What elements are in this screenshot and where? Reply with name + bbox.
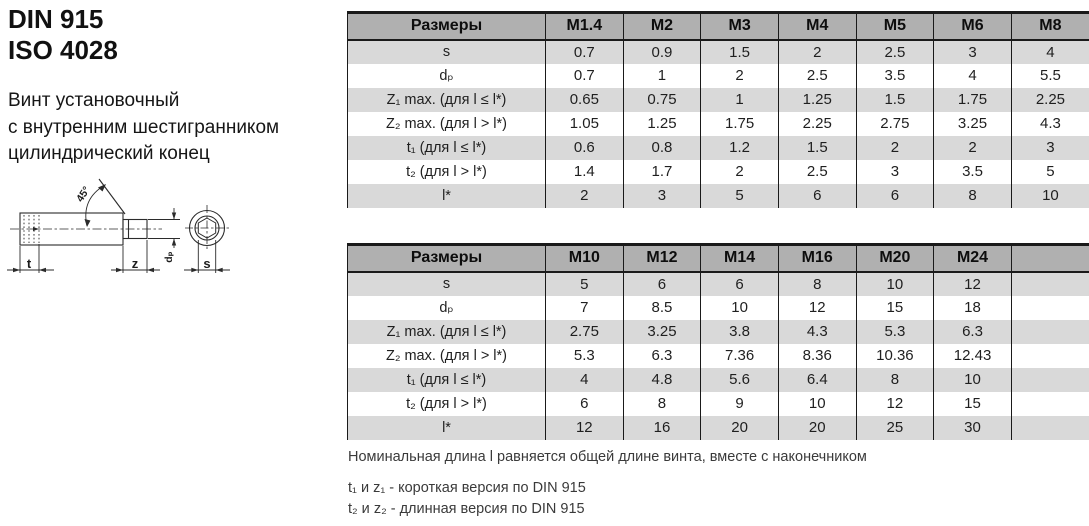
dimension-t-label: t — [26, 256, 32, 271]
row-label: l* — [348, 416, 546, 440]
row-label: Z₁ max. (для l ≤ l*) — [348, 88, 546, 112]
description-line-3: цилиндрический конец — [8, 143, 210, 164]
size-column-header: M16 — [778, 245, 856, 272]
value-cell: 2 — [701, 160, 779, 184]
value-cell: 1.25 — [778, 88, 856, 112]
value-cell: 4.3 — [1011, 112, 1089, 136]
table-row — [348, 368, 1089, 392]
dimension-dp — [148, 208, 180, 248]
value-cell: 3 — [1011, 136, 1089, 160]
value-cell: 1.75 — [934, 88, 1012, 112]
value-cell: 0.65 — [546, 88, 624, 112]
value-cell: 0.7 — [546, 40, 624, 64]
size-column-header: M6 — [934, 13, 1012, 40]
value-cell: 2.25 — [1011, 88, 1089, 112]
size-column-header: M8 — [1011, 13, 1089, 40]
row-label: s — [348, 40, 546, 64]
row-label: t₂ (для l > l*) — [348, 392, 546, 416]
value-cell: 1.4 — [546, 160, 624, 184]
value-cell — [1011, 344, 1089, 368]
row-label-column-header: Размеры — [348, 13, 546, 40]
footnote-nominal-length: Номинальная длина l равняется общей длине винта, вместе с наконечником — [348, 449, 867, 465]
value-cell: 1.5 — [856, 88, 934, 112]
table-row — [348, 392, 1089, 416]
table-row — [348, 416, 1089, 440]
value-cell: 0.8 — [623, 136, 701, 160]
value-cell: 0.7 — [546, 64, 624, 88]
size-column-header: M14 — [701, 245, 779, 272]
description-line-1: Винт установочный — [8, 90, 180, 111]
table-row — [348, 88, 1089, 112]
value-cell: 1.2 — [701, 136, 779, 160]
value-cell: 6.3 — [623, 344, 701, 368]
value-cell: 30 — [934, 416, 1012, 440]
header-row — [348, 245, 1089, 272]
value-cell: 1 — [701, 88, 779, 112]
value-cell: 2 — [701, 64, 779, 88]
value-cell: 10 — [701, 296, 779, 320]
technical-drawing — [2, 178, 254, 298]
value-cell — [1011, 368, 1089, 392]
value-cell: 7 — [546, 296, 624, 320]
angle-arc-arrow-top-icon — [98, 184, 106, 192]
value-cell: 12.43 — [934, 344, 1012, 368]
value-cell: 1.5 — [701, 40, 779, 64]
table-row — [348, 320, 1089, 344]
value-cell: 3 — [856, 160, 934, 184]
size-column-header: M10 — [546, 245, 624, 272]
row-label: Z₂ max. (для l > l*) — [348, 112, 546, 136]
dimension-s-label: s — [203, 256, 211, 271]
value-cell: 3.25 — [934, 112, 1012, 136]
value-cell: 2.5 — [778, 64, 856, 88]
value-cell — [1011, 320, 1089, 344]
value-cell: 2 — [856, 136, 934, 160]
row-label: dₚ — [348, 296, 546, 320]
table-row — [348, 184, 1089, 208]
value-cell: 1 — [623, 64, 701, 88]
table-row — [348, 136, 1089, 160]
description-line-2: с внутренним шестигранником — [8, 116, 280, 138]
size-column-header: M4 — [778, 13, 856, 40]
value-cell: 8.5 — [623, 296, 701, 320]
size-column-header: M20 — [856, 245, 934, 272]
value-cell: 3 — [934, 40, 1012, 64]
value-cell: 3.8 — [701, 320, 779, 344]
value-cell: 6 — [778, 184, 856, 208]
value-cell: 12 — [934, 272, 1012, 296]
table-row — [348, 64, 1089, 88]
row-label: t₂ (для l > l*) — [348, 160, 546, 184]
value-cell — [1011, 392, 1089, 416]
value-cell: 2.5 — [778, 160, 856, 184]
value-cell: 2.75 — [546, 320, 624, 344]
value-cell: 0.9 — [623, 40, 701, 64]
value-cell: 8 — [623, 392, 701, 416]
value-cell: 5 — [701, 184, 779, 208]
value-cell: 5.5 — [1011, 64, 1089, 88]
value-cell: 16 — [623, 416, 701, 440]
value-cell: 5.6 — [701, 368, 779, 392]
value-cell: 4 — [1011, 40, 1089, 64]
size-column-header: M1.4 — [546, 13, 624, 40]
row-label: t₁ (для l ≤ l*) — [348, 136, 546, 160]
value-cell: 2.75 — [856, 112, 934, 136]
table-row — [348, 344, 1089, 368]
value-cell: 6.3 — [934, 320, 1012, 344]
value-cell: 5 — [546, 272, 624, 296]
row-label: s — [348, 272, 546, 296]
value-cell: 8 — [856, 368, 934, 392]
row-label: t₁ (для l ≤ l*) — [348, 368, 546, 392]
value-cell — [1011, 296, 1089, 320]
value-cell — [1011, 272, 1089, 296]
value-cell: 8.36 — [778, 344, 856, 368]
size-column-header: M5 — [856, 13, 934, 40]
dimension-z-label: z — [131, 256, 139, 271]
dimension-dp-label: dₚ — [163, 251, 175, 263]
value-cell: 6 — [701, 272, 779, 296]
product-description — [8, 88, 348, 168]
dimensions-table-m10-m24 — [347, 243, 1089, 440]
value-cell: 2.25 — [778, 112, 856, 136]
value-cell: 1.7 — [623, 160, 701, 184]
value-cell: 5.3 — [546, 344, 624, 368]
value-cell: 6 — [623, 272, 701, 296]
size-column-header: M24 — [934, 245, 1012, 272]
value-cell: 18 — [934, 296, 1012, 320]
row-label: l* — [348, 184, 546, 208]
value-cell: 2.5 — [856, 40, 934, 64]
value-cell: 4.8 — [623, 368, 701, 392]
value-cell: 10 — [856, 272, 934, 296]
value-cell: 1.05 — [546, 112, 624, 136]
table-row — [348, 272, 1089, 296]
row-label-column-header: Размеры — [348, 245, 546, 272]
value-cell: 15 — [934, 392, 1012, 416]
size-column-header — [1011, 245, 1089, 272]
value-cell: 6.4 — [778, 368, 856, 392]
value-cell: 12 — [778, 296, 856, 320]
row-label: Z₁ max. (для l ≤ l*) — [348, 320, 546, 344]
value-cell: 12 — [856, 392, 934, 416]
value-cell: 10 — [934, 368, 1012, 392]
value-cell: 1.25 — [623, 112, 701, 136]
value-cell: 2 — [546, 184, 624, 208]
value-cell: 1.5 — [778, 136, 856, 160]
value-cell: 8 — [934, 184, 1012, 208]
value-cell: 4 — [546, 368, 624, 392]
standard-din-title: DIN 915 — [8, 4, 104, 34]
value-cell: 25 — [856, 416, 934, 440]
value-cell: 3.5 — [856, 64, 934, 88]
value-cell: 0.6 — [546, 136, 624, 160]
value-cell: 10 — [1011, 184, 1089, 208]
screw-end-view — [185, 205, 229, 251]
value-cell: 15 — [856, 296, 934, 320]
value-cell: 5.3 — [856, 320, 934, 344]
value-cell — [1011, 416, 1089, 440]
value-cell: 4 — [934, 64, 1012, 88]
value-cell: 6 — [546, 392, 624, 416]
value-cell: 2 — [778, 40, 856, 64]
value-cell: 4.3 — [778, 320, 856, 344]
size-column-header: M2 — [623, 13, 701, 40]
value-cell: 5 — [1011, 160, 1089, 184]
size-column-header: M12 — [623, 245, 701, 272]
value-cell: 20 — [701, 416, 779, 440]
table-row — [348, 112, 1089, 136]
angle-arc-arrow-bottom-icon — [85, 219, 91, 227]
value-cell: 2 — [934, 136, 1012, 160]
row-label: dₚ — [348, 64, 546, 88]
value-cell: 10 — [778, 392, 856, 416]
value-cell: 20 — [778, 416, 856, 440]
table-row — [348, 40, 1089, 64]
value-cell: 3.5 — [934, 160, 1012, 184]
value-cell: 10.36 — [856, 344, 934, 368]
value-cell: 3.25 — [623, 320, 701, 344]
row-label: Z₂ max. (для l > l*) — [348, 344, 546, 368]
value-cell: 7.36 — [701, 344, 779, 368]
value-cell: 0.75 — [623, 88, 701, 112]
value-cell: 12 — [546, 416, 624, 440]
value-cell: 8 — [778, 272, 856, 296]
title-block — [8, 4, 343, 66]
value-cell: 1.75 — [701, 112, 779, 136]
value-cell: 6 — [856, 184, 934, 208]
table-row — [348, 160, 1089, 184]
dimensions-table-m1_4-m8 — [347, 11, 1089, 208]
header-row — [348, 13, 1089, 40]
footnote-long-version: t₂ и z₂ - длинная версия по DIN 915 — [348, 501, 585, 517]
table-row — [348, 296, 1089, 320]
socket-depth-arrow-icon — [33, 227, 39, 231]
value-cell: 3 — [623, 184, 701, 208]
footnote-short-version: t₁ и z₁ - короткая версия по DIN 915 — [348, 480, 586, 496]
size-column-header: M3 — [701, 13, 779, 40]
standard-iso-title: ISO 4028 — [8, 35, 118, 65]
chamfer-angle-label: 45° — [74, 184, 93, 205]
value-cell: 9 — [701, 392, 779, 416]
